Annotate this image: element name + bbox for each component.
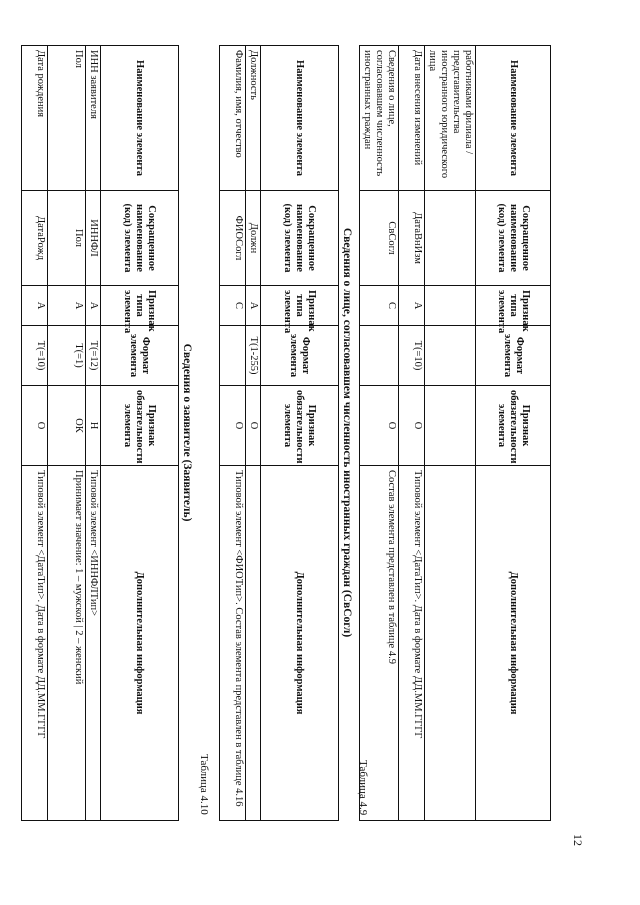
cell-code: ДатаВнИзм xyxy=(399,191,425,286)
cell-code: ДатаРожд xyxy=(22,191,48,286)
header-info: Дополнительная информация xyxy=(101,466,179,821)
header-required: Признак обязательности элемента xyxy=(101,386,179,466)
cell-required: О xyxy=(22,386,48,466)
cell-info: Типовой элемент <ДатаТип>. Дата в формате ДД.ММ.ГГГГ xyxy=(399,466,425,821)
table-4-10 xyxy=(21,45,179,821)
cell-type: А xyxy=(246,286,261,326)
header-name: Наименование элемента xyxy=(101,46,179,191)
cell-required: Н xyxy=(86,386,101,466)
header-info: Дополнительная информация xyxy=(476,466,551,821)
cell-code: СвСогл xyxy=(360,191,399,286)
table-4-9 xyxy=(219,45,339,821)
cell-info xyxy=(425,466,476,821)
header-format: Формат элемента xyxy=(476,326,551,386)
header-required: Признак обязательности элемента xyxy=(261,386,339,466)
cell-name: Дата рождения xyxy=(22,46,48,191)
cell-info: Принимает значение: 1 – мужской | 2 – женский xyxy=(48,466,86,821)
cell-format: Т(=10) xyxy=(22,326,48,386)
cell-info: Типовой элемент <ДатаТип>. Дата в формате ДД.ММ.ГГГГ xyxy=(22,466,48,821)
cell-required: ОК xyxy=(48,386,86,466)
table-header-row xyxy=(476,46,551,821)
cell-required: О xyxy=(246,386,261,466)
cell-format xyxy=(425,326,476,386)
table-row xyxy=(425,46,476,821)
cell-required: О xyxy=(220,386,246,466)
header-format: Формат элемента xyxy=(261,326,339,386)
cell-name: Фамилия, имя, отчество xyxy=(220,46,246,191)
cell-type: А xyxy=(22,286,48,326)
table-4-10-title: Сведения о заявителе (Заявитель) xyxy=(181,343,193,522)
cell-required: О xyxy=(360,386,399,466)
cell-format: Т(1-255) xyxy=(246,326,261,386)
header-code: Сокращенное наименование (код) элемента xyxy=(476,191,551,286)
table-header-row xyxy=(101,46,179,821)
cell-format xyxy=(220,326,246,386)
header-info: Дополнительная информация xyxy=(261,466,339,821)
table-header-row xyxy=(261,46,339,821)
page-number: 12 xyxy=(571,834,585,846)
cell-format xyxy=(360,326,399,386)
table-row xyxy=(22,46,48,821)
cell-type: А xyxy=(48,286,86,326)
table-4-9-caption: Таблица 4.9 xyxy=(357,760,369,816)
table-4-9-title: Сведения о лице, согласовавшем численность иностранных граждан (СвСогл) xyxy=(341,227,353,638)
table-row xyxy=(399,46,425,821)
cell-code: ИННФЛ xyxy=(86,191,101,286)
cell-type: С xyxy=(220,286,246,326)
cell-format: Т(=12) xyxy=(86,326,101,386)
table-row xyxy=(48,46,86,821)
header-name: Наименование элемента xyxy=(261,46,339,191)
cell-name: Пол xyxy=(48,46,86,191)
cell-info: Типовой элемент <ФИОТип>. Состав элемента представлен в таблице 4.16 xyxy=(220,466,246,821)
header-type: Признак типа элемента xyxy=(101,286,179,326)
cell-name: Дата внесения изменений xyxy=(399,46,425,191)
header-code: Сокращенное наименование (код) элемента xyxy=(101,191,179,286)
header-code: Сокращенное наименование (код) элемента xyxy=(261,191,339,286)
table-row xyxy=(246,46,261,821)
header-required: Признак обязательности элемента xyxy=(476,386,551,466)
header-type: Признак типа элемента xyxy=(476,286,551,326)
table-continuation xyxy=(359,45,551,821)
table-row xyxy=(86,46,101,821)
cell-code: Должн xyxy=(246,191,261,286)
cell-name: работниками филиала / представительства иностранного юридического лица xyxy=(425,46,476,191)
cell-type: А xyxy=(399,286,425,326)
cell-type: А xyxy=(86,286,101,326)
cell-info: Состав элемента представлен в таблице 4.9 xyxy=(360,466,399,821)
table-row xyxy=(360,46,399,821)
cell-name: Сведения о лице, согласовавшем численность иностранных граждан xyxy=(360,46,399,191)
cell-info xyxy=(246,466,261,821)
header-type: Признак типа элемента xyxy=(261,286,339,326)
cell-format: Т(=10) xyxy=(399,326,425,386)
table-row xyxy=(220,46,246,821)
header-name: Наименование элемента xyxy=(476,46,551,191)
cell-format: Т(=1) xyxy=(48,326,86,386)
cell-code: ФИОСогл xyxy=(220,191,246,286)
cell-required: О xyxy=(399,386,425,466)
cell-code xyxy=(425,191,476,286)
cell-code: Пол xyxy=(48,191,86,286)
cell-required xyxy=(425,386,476,466)
cell-info: Типовой элемент <ИННФЛТип> xyxy=(86,466,101,821)
header-format: Формат элемента xyxy=(101,326,179,386)
cell-type xyxy=(425,286,476,326)
cell-name: Должность xyxy=(246,46,261,191)
table-4-10-caption: Таблица 4.10 xyxy=(198,754,210,815)
cell-type: С xyxy=(360,286,399,326)
cell-name: ИНН заявителя xyxy=(86,46,101,191)
